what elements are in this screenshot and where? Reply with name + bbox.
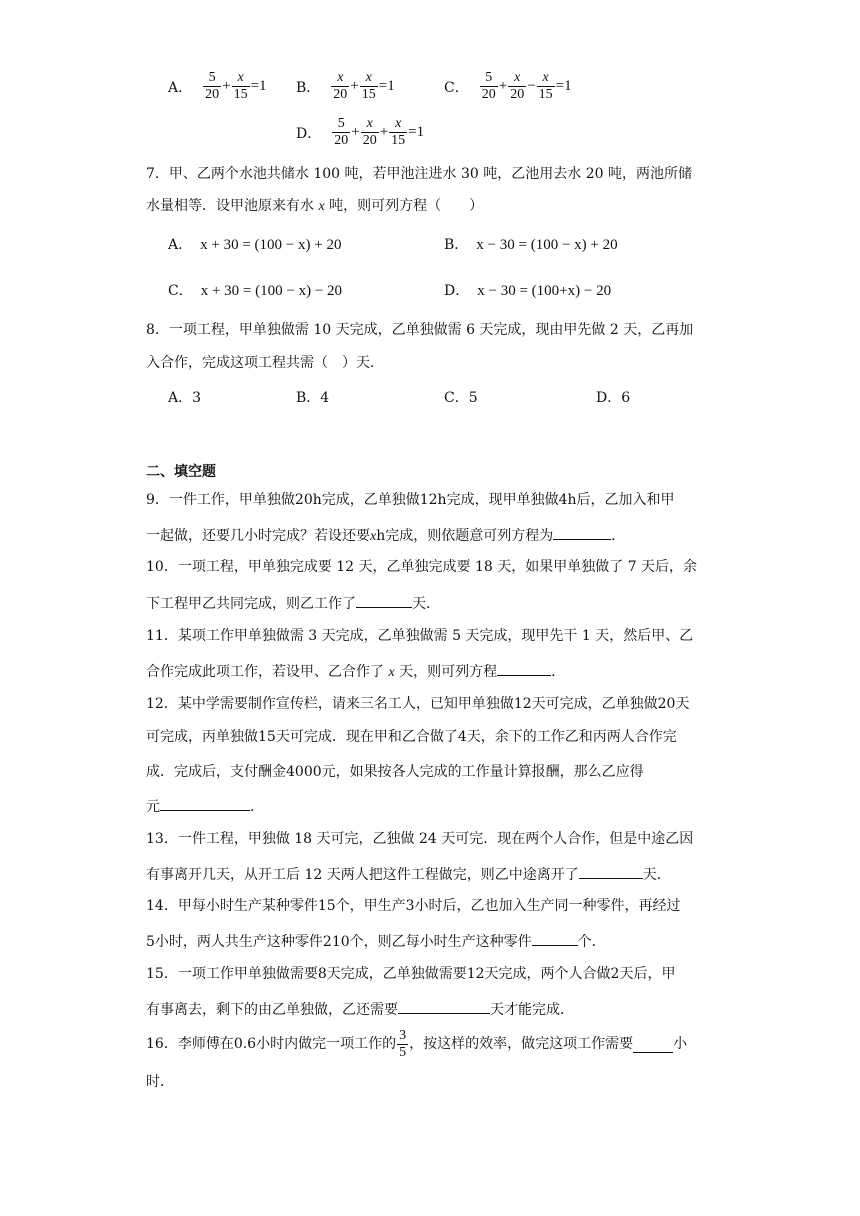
q16-line-1: 16．李师傅在0.6小时内做完一项工作的 $\frac{3}{5}$ ，按这样的效率，做完这项工作需要 小: [146, 1027, 688, 1060]
option-label: B．: [296, 79, 321, 96]
answer-blank[interactable]: [553, 523, 611, 540]
answer-blank[interactable]: [356, 591, 412, 608]
q12-line-3: 成．完成后，支付酬金4000元，如果按各人完成的工作量计算报酬，那么乙应得: [146, 764, 644, 780]
fraction: $\frac{5}{20}$: [205, 70, 220, 102]
answer-blank[interactable]: [398, 997, 490, 1014]
q12-line-1: 12．某中学需要制作宣传栏，请来三名工人，已知甲单独做12天可完成，乙单独做20天: [146, 696, 690, 712]
q9-line-1: 9．一件工作，甲单独做20h完成，乙单独做12h完成，现甲单独做4h后，乙加入和甲: [146, 492, 675, 508]
q6-option-a: A． $\frac{5}{20}$ + $\frac{x}{15}$ =1: [168, 70, 267, 102]
q13-line-2: 有事离开几天，从开工后 12 天两人把这件工程做完，则乙中途离开了 天．: [146, 862, 671, 885]
fraction: $\frac{x}{15}$: [361, 70, 376, 102]
q7-option-c: C． x + 30 = (100 − x) − 20: [168, 283, 343, 299]
section-heading: 二、填空题: [146, 464, 216, 480]
q8-option-c: C．5: [444, 390, 478, 406]
q8-option-a: A．3: [168, 390, 202, 406]
q6-option-b: B． $\frac{x}{20}$ + $\frac{x}{15}$ =1: [296, 70, 395, 102]
q8-line-2: 入合作，完成这项工程共需（ ）天．: [146, 355, 384, 371]
q12-line-2: 可完成，丙单独做15天可完成．现在甲和乙合做了4天，余下的工作乙和丙两人合作完: [146, 729, 677, 745]
q10-line-2: 下工程甲乙共同完成，则乙工作了 天．: [146, 591, 440, 614]
q8-option-b: B．4: [296, 390, 330, 406]
option-label: D．: [296, 125, 322, 142]
q6-option-c: C． $\frac{5}{20}$ + $\frac{x}{20}$ − $\frac{x}{15}$ =1: [444, 70, 572, 102]
fraction: $\frac{x}{20}$: [362, 116, 377, 148]
q10-line-1: 10．一项工程，甲单独完成要 12 天，乙单独完成要 18 天，如果甲单独做了 7 天后，余: [146, 559, 698, 575]
q8-line-1: 8．一项工程，甲单独做需 10 天完成，乙单独做需 6 天完成，现由甲先做 2 天，乙再加: [146, 322, 694, 338]
fraction: $\frac{x}{15}$: [233, 70, 248, 102]
q9-line-2: 一起做，还要几小时完成？若设还要xh完成，则依题意可列方程为 ．: [146, 523, 625, 547]
answer-blank[interactable]: [497, 659, 551, 676]
fraction: $\frac{x}{20}$: [333, 70, 348, 102]
fraction: $\frac{x}{15}$: [538, 70, 553, 102]
q12-line-4: 元 ．: [146, 794, 264, 817]
q11-line-2: 合作完成此项工作，若设甲、乙合作了 x 天，则可列方程 ．: [146, 659, 565, 683]
q15-line-1: 15．一项工作甲单独做需要8天完成，乙单独做需要12天完成，两个人合做2天后，甲: [146, 966, 676, 982]
q14-line-1: 14．甲每小时生产某种零件15个，甲生产3小时后，乙也加入生产同一种零件，再经过: [146, 898, 681, 914]
q7-option-b: B． x − 30 = (100 − x) + 20: [444, 237, 618, 253]
fraction: $\frac{5}{20}$: [481, 70, 496, 102]
q15-line-2: 有事离去，剩下的由乙单独做，乙还需要 天才能完成．: [146, 997, 574, 1020]
q7-line-1: 7．甲、乙两个水池共储水 100 吨，若甲池注进水 30 吨，乙池用去水 20 吨，两池所储: [146, 166, 692, 182]
fraction: $\frac{5}{20}$: [334, 116, 349, 148]
q8-option-d: D．6: [596, 390, 631, 406]
q16-line-2: 时．: [146, 1074, 174, 1090]
q11-line-1: 11．某项工作甲单独做需 3 天完成，乙单独做需 5 天完成，现甲先干 1 天，然后甲、乙: [146, 628, 694, 644]
fraction: $\frac{3}{5}$: [399, 1027, 407, 1060]
option-label: C．: [444, 79, 469, 96]
fraction: $\frac{x}{15}$: [391, 116, 406, 148]
fraction: $\frac{x}{20}$: [510, 70, 525, 102]
q7-line-2: 水量相等．设甲池原来有水 x 吨，则可列方程（ ）: [146, 198, 484, 214]
q7-option-a: A． x + 30 = (100 − x) + 20: [168, 237, 342, 253]
answer-blank[interactable]: [532, 929, 578, 946]
q13-line-1: 13．一件工程，甲独做 18 天可完，乙独做 24 天可完．现在两个人合作，但是中途乙因: [146, 831, 694, 847]
answer-blank[interactable]: [160, 794, 250, 811]
q6-option-d: D． $\frac{5}{20}$ + $\frac{x}{20}$ + $\frac{x}{15}$ =1: [296, 116, 425, 148]
q14-line-2: 5小时，两人共生产这种零件210个，则乙每小时生产这种零件 个．: [146, 929, 606, 952]
answer-blank[interactable]: [579, 862, 643, 879]
q7-option-d: D． x − 30 = (100+x) − 20: [444, 283, 612, 299]
option-label: A．: [168, 79, 193, 96]
answer-blank[interactable]: [633, 1036, 673, 1053]
